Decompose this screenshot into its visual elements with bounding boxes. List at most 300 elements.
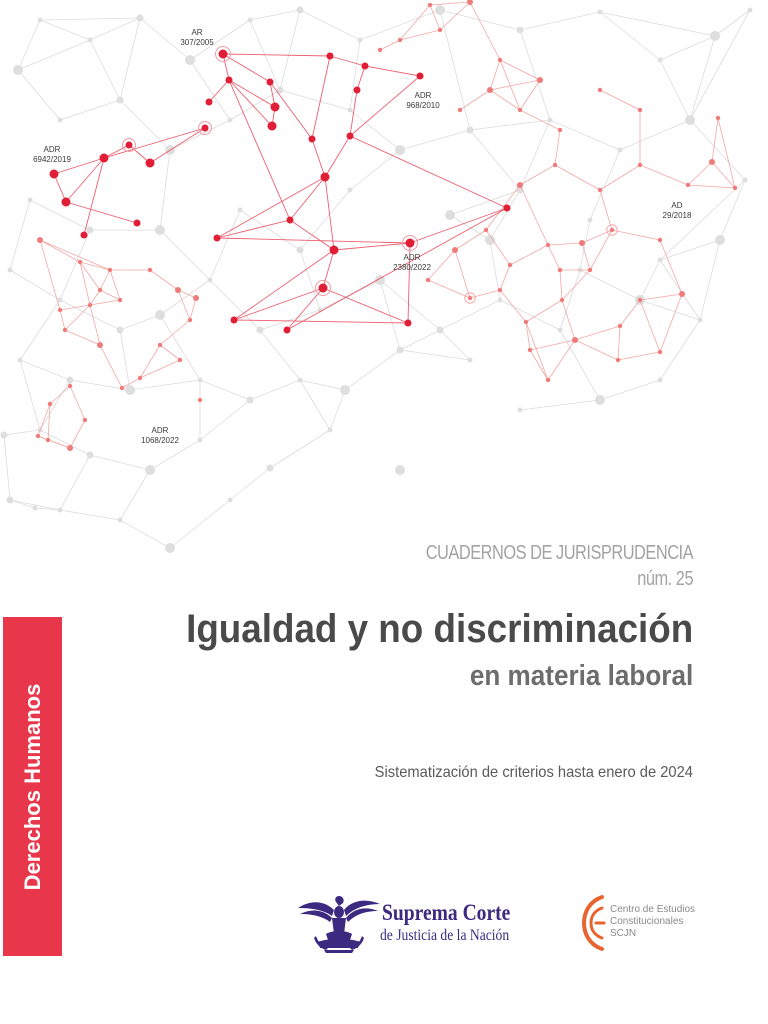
mesh-edge bbox=[60, 510, 120, 520]
mesh-node bbox=[198, 438, 203, 443]
secondary-node bbox=[638, 108, 642, 112]
secondary-edge bbox=[520, 110, 560, 130]
primary-node bbox=[309, 136, 316, 143]
secondary-edge bbox=[660, 294, 682, 352]
mesh-edge bbox=[40, 430, 90, 455]
mesh-edge bbox=[560, 330, 600, 400]
primary-edge bbox=[223, 54, 330, 56]
mesh-edge bbox=[120, 520, 170, 548]
secondary-node bbox=[97, 342, 103, 348]
mesh-node bbox=[297, 7, 304, 14]
mesh-edge bbox=[210, 210, 240, 280]
secondary-edge bbox=[90, 290, 100, 305]
secondary-edge bbox=[548, 245, 560, 270]
secondary-edge bbox=[640, 165, 688, 185]
mesh-node bbox=[595, 395, 605, 405]
mesh-node bbox=[1, 432, 8, 439]
mesh-edge bbox=[440, 330, 470, 360]
case-label-ar-307-2005 bbox=[180, 28, 213, 48]
mesh-edge bbox=[300, 380, 345, 390]
mesh-edge bbox=[190, 60, 230, 120]
mesh-node bbox=[348, 108, 353, 113]
mesh-edge bbox=[345, 350, 400, 390]
primary-node bbox=[219, 50, 228, 59]
secondary-node bbox=[426, 278, 430, 282]
secondary-network-nodes bbox=[36, 0, 737, 451]
secondary-node bbox=[498, 58, 502, 62]
secondary-node bbox=[484, 228, 488, 232]
mesh-edge bbox=[660, 240, 720, 260]
case-number: 307/2005 bbox=[180, 38, 214, 47]
case-label-adr-968-2010 bbox=[406, 91, 439, 111]
primary-node bbox=[284, 327, 291, 334]
mesh-node bbox=[208, 278, 213, 283]
mesh-edge bbox=[400, 350, 470, 360]
mesh-node bbox=[13, 65, 23, 75]
secondary-edge bbox=[582, 243, 590, 270]
primary-node bbox=[271, 103, 280, 112]
mesh-node bbox=[558, 328, 563, 333]
primary-edge bbox=[54, 174, 66, 202]
mesh-edge bbox=[160, 150, 170, 230]
mesh-edge bbox=[300, 380, 330, 430]
mesh-edge bbox=[90, 455, 150, 470]
secondary-edge bbox=[455, 250, 470, 298]
mesh-node bbox=[257, 327, 264, 334]
mesh-node bbox=[118, 518, 123, 523]
primary-node bbox=[504, 205, 511, 212]
secondary-edge bbox=[60, 310, 65, 330]
secondary-node bbox=[658, 350, 662, 354]
secondary-node bbox=[518, 108, 522, 112]
cec-name bbox=[610, 904, 695, 940]
secondary-edge bbox=[520, 165, 555, 185]
mesh-node bbox=[117, 327, 124, 334]
mesh-node bbox=[125, 385, 135, 395]
mesh-edge bbox=[440, 10, 520, 30]
mesh-node bbox=[28, 198, 33, 203]
primary-edge bbox=[334, 243, 410, 250]
secondary-edge bbox=[70, 420, 85, 448]
eagle-emblem-icon bbox=[296, 892, 382, 954]
secondary-edge bbox=[470, 290, 500, 298]
mesh-edge bbox=[20, 360, 70, 380]
mesh-edge bbox=[330, 390, 345, 430]
primary-edge bbox=[229, 80, 272, 126]
secondary-edge bbox=[70, 386, 85, 420]
secondary-node bbox=[68, 384, 72, 388]
primary-edge bbox=[217, 177, 325, 238]
primary-edge bbox=[323, 288, 408, 323]
mesh-edge bbox=[40, 20, 90, 40]
mesh-edge bbox=[90, 18, 140, 40]
secondary-edge bbox=[150, 270, 178, 290]
mesh-edge bbox=[700, 240, 720, 320]
mesh-node bbox=[468, 358, 473, 363]
mesh-node bbox=[238, 208, 243, 213]
primary-edge bbox=[330, 56, 365, 66]
primary-node bbox=[126, 142, 133, 149]
case-type: ADR bbox=[414, 91, 432, 100]
mesh-edge bbox=[690, 36, 715, 120]
secondary-node bbox=[546, 378, 550, 382]
mesh-edge bbox=[280, 90, 350, 110]
mesh-node bbox=[658, 258, 663, 263]
case-type: AD bbox=[671, 201, 683, 210]
primary-edge bbox=[357, 66, 365, 90]
scjn-name: Suprema Corte bbox=[382, 900, 511, 925]
secondary-edge bbox=[500, 290, 526, 322]
secondary-node bbox=[63, 328, 67, 332]
secondary-node bbox=[108, 268, 112, 272]
mesh-edge bbox=[40, 18, 140, 20]
mesh-edge bbox=[120, 18, 140, 100]
secondary-edge bbox=[40, 240, 80, 262]
secondary-node bbox=[46, 438, 50, 442]
secondary-node bbox=[528, 348, 532, 352]
primary-edge bbox=[217, 238, 410, 243]
secondary-edge bbox=[562, 300, 575, 340]
mesh-node bbox=[658, 378, 663, 383]
primary-node bbox=[347, 133, 354, 140]
mesh-edge bbox=[200, 400, 250, 440]
collection-label: Derechos Humanos bbox=[19, 683, 45, 890]
mesh-node bbox=[618, 148, 623, 153]
secondary-node bbox=[638, 163, 642, 167]
secondary-edge bbox=[575, 340, 618, 360]
mesh-node bbox=[518, 408, 523, 413]
mesh-edge bbox=[300, 10, 360, 40]
primary-node bbox=[231, 317, 238, 324]
primary-node bbox=[81, 232, 88, 239]
mesh-edge bbox=[260, 330, 300, 380]
mesh-edge bbox=[20, 300, 60, 360]
secondary-node bbox=[398, 38, 402, 42]
mesh-edge bbox=[470, 120, 550, 130]
primary-edge bbox=[150, 128, 205, 163]
cec-line-3: SCJN bbox=[610, 928, 637, 939]
secondary-edge bbox=[190, 298, 196, 320]
mesh-edge bbox=[640, 300, 700, 320]
mesh-edge bbox=[380, 280, 400, 350]
mesh-node bbox=[358, 38, 363, 43]
scjn-subname: de Justicia de la Nación bbox=[380, 927, 510, 944]
mesh-edge bbox=[520, 120, 550, 190]
mesh-edge bbox=[18, 70, 60, 120]
secondary-edge bbox=[455, 230, 486, 250]
secondary-edge bbox=[660, 240, 682, 294]
secondary-node bbox=[517, 182, 523, 188]
mesh-edge bbox=[690, 10, 750, 120]
primary-edge bbox=[217, 220, 290, 238]
mesh-edge bbox=[160, 280, 210, 315]
mesh-edge bbox=[120, 470, 150, 520]
secondary-edge bbox=[490, 60, 500, 90]
secondary-node bbox=[579, 240, 585, 246]
primary-edge bbox=[325, 136, 350, 177]
case-number: 968/2010 bbox=[406, 101, 440, 110]
secondary-node bbox=[658, 238, 662, 242]
mesh-edge bbox=[350, 150, 400, 190]
cec-line-1: Centro de Estudios bbox=[610, 904, 696, 915]
secondary-node bbox=[36, 434, 40, 438]
secondary-edge bbox=[600, 165, 640, 190]
primary-edge bbox=[290, 177, 325, 220]
mesh-edge bbox=[440, 300, 500, 330]
mesh-edge bbox=[520, 400, 600, 410]
primary-node bbox=[100, 154, 109, 163]
mesh-node bbox=[658, 58, 663, 63]
mesh-node bbox=[298, 378, 303, 383]
mesh-edge bbox=[640, 260, 660, 300]
mesh-node bbox=[198, 378, 203, 383]
secondary-edge bbox=[600, 90, 640, 110]
cec-logo bbox=[582, 894, 712, 954]
secondary-edge bbox=[590, 230, 612, 270]
primary-node bbox=[226, 77, 233, 84]
secondary-node bbox=[67, 445, 73, 451]
secondary-edge bbox=[490, 80, 540, 90]
collection-side-band bbox=[3, 617, 62, 956]
mesh-node bbox=[137, 15, 144, 22]
mesh-edge bbox=[30, 200, 90, 230]
secondary-node bbox=[458, 108, 462, 112]
secondary-edge bbox=[618, 326, 620, 360]
secondary-node bbox=[709, 159, 715, 165]
mesh-node bbox=[7, 497, 14, 504]
primary-edge bbox=[290, 220, 334, 250]
secondary-edge bbox=[612, 230, 660, 240]
mesh-node bbox=[397, 347, 404, 354]
mesh-edge bbox=[120, 315, 160, 330]
mesh-node bbox=[598, 10, 603, 15]
primary-edge bbox=[312, 56, 330, 139]
secondary-edge bbox=[548, 340, 575, 380]
mesh-node bbox=[685, 115, 695, 125]
secondary-edge bbox=[65, 330, 100, 345]
secondary-node bbox=[138, 376, 142, 380]
secondary-node bbox=[498, 288, 502, 292]
primary-node bbox=[405, 320, 412, 327]
secondary-edge bbox=[50, 386, 70, 404]
case-label-adr-6942-2019 bbox=[33, 145, 71, 165]
secondary-edge bbox=[640, 294, 682, 300]
mesh-node bbox=[155, 225, 165, 235]
mesh-edge bbox=[500, 300, 560, 330]
secondary-edge bbox=[460, 90, 490, 110]
mesh-edge bbox=[20, 360, 40, 430]
secondary-edge bbox=[490, 90, 520, 110]
secondary-edge bbox=[400, 5, 430, 40]
mesh-edge bbox=[620, 120, 690, 150]
secondary-edge bbox=[562, 270, 590, 300]
mesh-edge bbox=[550, 120, 620, 150]
secondary-node bbox=[558, 128, 562, 132]
mesh-edge bbox=[160, 315, 200, 380]
secondary-node bbox=[598, 188, 602, 192]
secondary-node bbox=[733, 186, 737, 190]
mesh-edge bbox=[160, 230, 210, 280]
secondary-edge bbox=[140, 345, 160, 378]
mesh-node bbox=[248, 18, 253, 23]
secondary-node bbox=[598, 88, 602, 92]
mesh-node bbox=[8, 268, 13, 273]
secondary-node bbox=[148, 268, 152, 272]
secondary-edge bbox=[428, 250, 455, 280]
mesh-edge bbox=[660, 320, 700, 380]
primary-node bbox=[406, 239, 415, 248]
mesh-edge bbox=[120, 330, 130, 390]
mesh-edge bbox=[10, 200, 30, 270]
secondary-edge bbox=[526, 300, 562, 322]
primary-node bbox=[362, 63, 369, 70]
mesh-edge bbox=[400, 130, 470, 150]
mesh-edge bbox=[350, 40, 360, 110]
book-title: Igualdad y no discriminación bbox=[185, 607, 693, 651]
secondary-edge bbox=[555, 130, 560, 165]
mesh-edge bbox=[40, 380, 70, 430]
secondary-node bbox=[178, 358, 182, 362]
case-label-adr-2380-2022 bbox=[393, 253, 431, 273]
secondary-node bbox=[175, 287, 181, 293]
mesh-edge bbox=[250, 10, 300, 20]
mesh-edge bbox=[60, 100, 120, 120]
case-number: 29/2018 bbox=[662, 211, 692, 220]
secondary-node bbox=[78, 260, 82, 264]
book-subtitle: en materia laboral bbox=[469, 660, 693, 692]
mesh-edge bbox=[300, 250, 320, 310]
series-heading bbox=[426, 540, 693, 592]
secondary-node bbox=[546, 243, 550, 247]
case-number: 6942/2019 bbox=[33, 155, 71, 164]
primary-node bbox=[50, 170, 59, 179]
secondary-node bbox=[198, 398, 202, 402]
secondary-edge bbox=[575, 326, 620, 340]
primary-edge bbox=[234, 320, 408, 323]
mesh-node bbox=[297, 247, 304, 254]
mesh-edge bbox=[280, 10, 300, 90]
mesh-edge bbox=[600, 380, 660, 400]
secondary-edge bbox=[100, 345, 122, 388]
mesh-node bbox=[155, 310, 165, 320]
primary-edge bbox=[312, 139, 325, 177]
secondary-node bbox=[679, 291, 685, 297]
primary-edge bbox=[104, 128, 205, 158]
secondary-node bbox=[37, 237, 43, 243]
secondary-edge bbox=[430, 2, 470, 5]
mesh-edge bbox=[400, 330, 440, 350]
mesh-edge bbox=[90, 40, 120, 100]
mesh-node bbox=[267, 465, 274, 472]
mesh-edge bbox=[360, 10, 440, 40]
secondary-edge bbox=[380, 40, 400, 50]
mesh-node bbox=[228, 498, 233, 503]
secondary-node bbox=[88, 303, 92, 307]
primary-node bbox=[327, 53, 334, 60]
primary-node bbox=[134, 220, 141, 227]
primary-node bbox=[214, 235, 221, 242]
secondary-edge bbox=[530, 350, 548, 380]
mesh-edge bbox=[520, 12, 600, 30]
secondary-edge bbox=[160, 345, 180, 360]
secondary-edge bbox=[400, 30, 440, 40]
mesh-node bbox=[748, 8, 753, 13]
secondary-edge bbox=[520, 80, 540, 110]
mesh-node bbox=[340, 385, 350, 395]
case-type: AR bbox=[191, 28, 203, 37]
secondary-node bbox=[588, 268, 592, 272]
primary-node bbox=[62, 198, 71, 207]
primary-node bbox=[268, 122, 277, 131]
issue-number: núm. 25 bbox=[637, 568, 693, 590]
mesh-node bbox=[348, 188, 353, 193]
mesh-node bbox=[145, 465, 155, 475]
mesh-node bbox=[228, 118, 233, 123]
mesh-node bbox=[437, 327, 444, 334]
secondary-edge bbox=[712, 118, 718, 162]
mesh-node bbox=[38, 18, 43, 23]
primary-edge bbox=[350, 90, 357, 136]
secondary-node bbox=[487, 87, 493, 93]
mesh-edge bbox=[60, 455, 90, 510]
secondary-edge bbox=[500, 60, 540, 80]
case-type: ADR bbox=[43, 145, 61, 154]
mesh-edge bbox=[250, 380, 300, 400]
primary-edge bbox=[350, 136, 507, 208]
mesh-node bbox=[58, 508, 63, 513]
mesh-node bbox=[710, 31, 720, 41]
mesh-edge bbox=[130, 380, 200, 390]
series-name: CUADERNOS DE JURISPRUDENCIA bbox=[425, 542, 693, 564]
secondary-edge bbox=[140, 360, 180, 378]
mesh-edge bbox=[600, 12, 715, 36]
primary-edge bbox=[325, 177, 334, 250]
secondary-node bbox=[188, 318, 192, 322]
secondary-edge bbox=[688, 162, 712, 185]
secondary-node bbox=[686, 183, 690, 187]
primary-node bbox=[319, 284, 328, 293]
mesh-node bbox=[395, 465, 405, 475]
primary-node bbox=[202, 125, 209, 132]
mesh-node bbox=[87, 452, 94, 459]
cec-c-mark-icon bbox=[582, 894, 606, 952]
mesh-node bbox=[67, 377, 74, 384]
primary-node bbox=[267, 79, 274, 86]
secondary-edge bbox=[38, 436, 70, 448]
primary-edge bbox=[365, 66, 420, 76]
secondary-node bbox=[83, 418, 87, 422]
secondary-edge bbox=[548, 243, 582, 245]
mesh-node bbox=[58, 298, 63, 303]
secondary-node bbox=[616, 358, 620, 362]
secondary-edge bbox=[555, 165, 600, 190]
primary-node bbox=[330, 246, 339, 255]
secondary-edge bbox=[428, 280, 470, 298]
mesh-node bbox=[498, 298, 503, 303]
secondary-edge bbox=[90, 305, 100, 345]
mesh-edge bbox=[660, 60, 690, 120]
mesh-node bbox=[467, 127, 474, 134]
secondary-edge bbox=[640, 300, 660, 352]
secondary-node bbox=[558, 268, 562, 272]
secondary-edge bbox=[510, 245, 548, 265]
secondary-edge bbox=[486, 185, 520, 230]
mesh-node bbox=[517, 27, 524, 34]
primary-edge bbox=[66, 202, 137, 223]
secondary-edge bbox=[520, 185, 548, 245]
secondary-node bbox=[120, 386, 124, 390]
secondary-node bbox=[468, 296, 472, 300]
